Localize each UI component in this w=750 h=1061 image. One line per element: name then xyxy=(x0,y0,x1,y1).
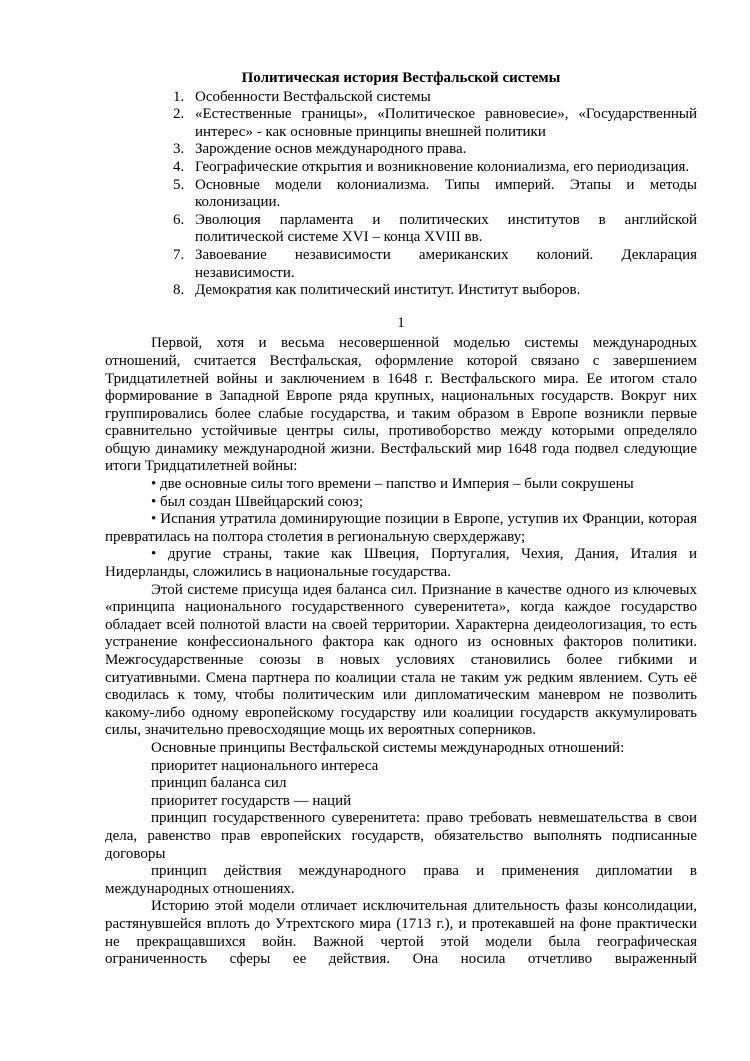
list-item xyxy=(105,212,697,247)
list-item-number: 1. xyxy=(173,88,185,105)
list-item xyxy=(105,282,697,300)
principle-item: принцип государственного суверенитета: право требовать невмешательства в свои дела, равенство прав европейских государств, обязательство выполнять подписанные договоры xyxy=(105,810,697,862)
topics-list xyxy=(105,89,697,300)
principle-item: принцип действия международного права и применения дипломатии в международных отношениях. xyxy=(105,863,697,897)
paragraph-intro: Первой, хотя и весьма несовершенной моделью системы международных отношений, считается Вестфальская, оформление которой связано с завершением Тридцатилетней войны и заключением в 1648 г. Вестфальского мира. Ее итогом стало формирование в Западной Европе ряда крупных, национальных государств. Вокруг них группировались более слабые государства, и таким образом в Европе возникли первые сравнительно устойчивые центры силы, противоборство между которыми определяло общую динамику международной жизни. Вестфальский мир 1648 года подвел следующие итоги Тридцатилетней войны: xyxy=(105,335,697,475)
list-item-text: Зарождение основ международного права. xyxy=(195,141,467,158)
list-item-number: 6. xyxy=(173,211,185,228)
bullet-item: • был создан Швейцарский союз; xyxy=(151,493,364,510)
list-item-text: «Естественные границы», «Политическое равновесие», «Государственный интерес» - как основные принципы внешней политики xyxy=(195,106,697,140)
list-item-number: 4. xyxy=(173,158,185,175)
list-item-text: Демократия как политический институт. Институт выборов. xyxy=(195,282,581,299)
document-page xyxy=(105,70,697,969)
list-item xyxy=(105,89,697,107)
principle-item: приоритет государств — наций xyxy=(151,792,352,809)
list-item xyxy=(105,106,697,141)
list-item-text: Основные модели колониализма. Типы империй. Этапы и методы колонизации. xyxy=(195,176,697,211)
list-item-number: 3. xyxy=(173,141,185,158)
list-item-text: Особенности Вестфальской системы xyxy=(195,88,431,105)
list-item-text: Завоевание независимости американских колоний. Декларация независимости. xyxy=(195,246,697,281)
list-item-text: Эволюция парламента и политических институтов в английской политической системе XVI – конца XVIII вв. xyxy=(195,211,697,246)
paragraph-history: Историю этой модели отличает исключительная длительность фазы консолидации, растянувшейся вплоть до Утрехтского мира (1713 г.), и протекавшей на фоне практически не прекращавшихся войн. Важной чертой этой модели была географическая ограниченность сферы ее действия. Она носила отчетливо выраженный xyxy=(105,898,697,968)
list-item-number: 7. xyxy=(173,246,185,263)
bullet-item: • две основные силы того времени – папство и Империя – были сокрушены xyxy=(151,476,634,493)
list-item xyxy=(105,141,697,159)
paragraph-balance: Этой системе присуща идея баланса сил. Признание в качестве одного из ключевых «принципа национального государственного суверенитета», когда каждое государство обладает всей полнотой власти на своей территории. Характерна деидеологизация, то есть устранение конфессионального фактора как одного из основных факторов политики. Межгосударственные союзы в новых условиях становились более гибкими и ситуативными. Смена партнера по коалиции стала не таким уж редким явлением. Суть её сводилась к тому, чтобы политическим или дипломатическим маневром не позволить какому-либо одному европейскому государству или коалиции государств аккумулировать силы, значительно превосходящие мощь их вероятных соперников. xyxy=(105,581,697,739)
bullet-item: • Испания утратила доминирующие позиции в Европе, уступив их Франции, которая превратилась на полтора столетия в региональную сверхдержаву; xyxy=(105,511,697,545)
section-number: 1 xyxy=(397,314,405,331)
list-item xyxy=(105,159,697,177)
list-item-number: 5. xyxy=(173,176,185,193)
document-title: Политическая история Вестфальской системы xyxy=(241,70,561,86)
bullet-item: • другие страны, такие как Швеция, Португалия, Чехия, Дания, Италия и Нидерланды, сложились в национальные государства. xyxy=(105,546,697,581)
principle-item: приоритет национального интереса xyxy=(151,757,379,774)
list-item-number: 2. xyxy=(173,106,185,123)
list-item xyxy=(105,247,697,282)
principle-item: принцип баланса сил xyxy=(151,775,287,792)
list-item-text: Географические открытия и возникновение колониализма, его периодизация. xyxy=(195,158,690,175)
principles-intro: Основные принципы Вестфальской системы международных отношений: xyxy=(151,739,625,756)
list-item-number: 8. xyxy=(173,282,185,299)
list-item xyxy=(105,177,697,212)
